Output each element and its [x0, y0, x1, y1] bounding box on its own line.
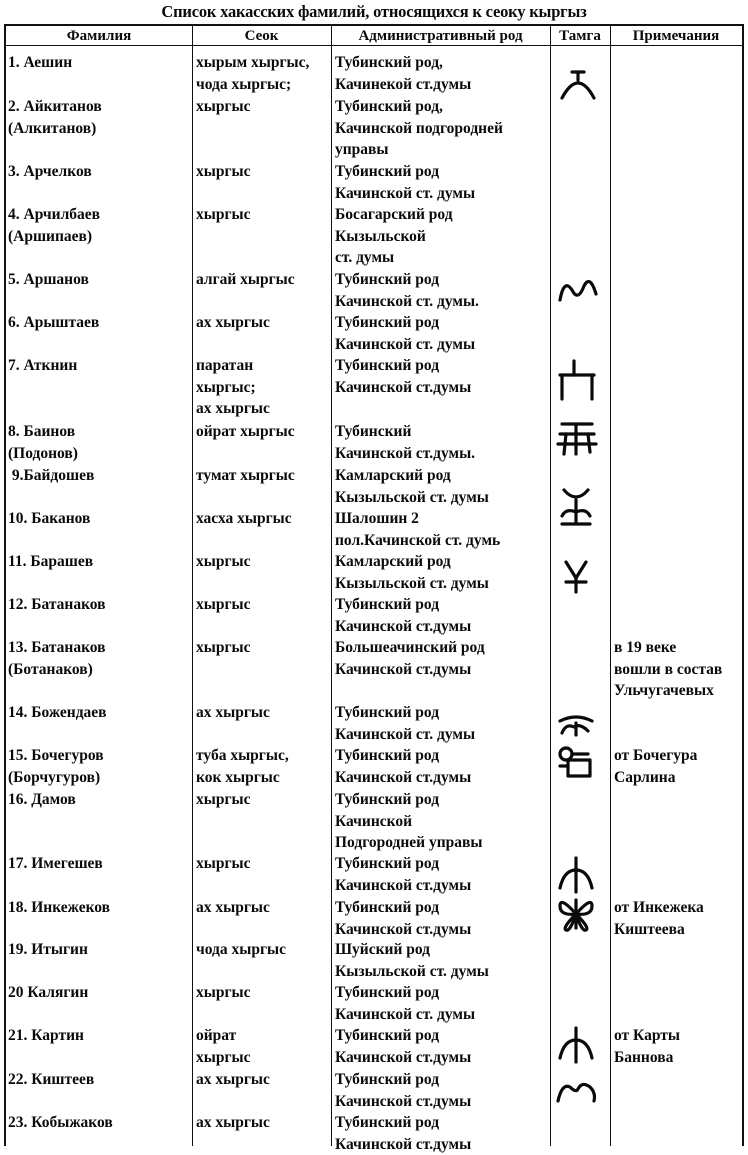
surname-cell: 15. Бочегуров (Борчугуров) [8, 747, 104, 786]
notes-cell: от Бочегура Сарлина [614, 747, 698, 786]
admin-rod-cell: Босагарский род Кызыльской ст. думы [335, 206, 453, 266]
seok-cell: туба хыргыс, кок хыргыс [196, 747, 289, 786]
seok-cell: хыргыс [196, 206, 251, 223]
tamga-loop-box-icon [554, 744, 600, 786]
admin-rod-cell: Тубинский род Качинской ст. думы. [335, 271, 479, 310]
surname-cell: 10. Баканов [8, 510, 91, 527]
admin-rod-cell: Камларский род Кызыльской ст. думы [335, 467, 489, 506]
admin-rod-cell: Тубинский род Качинской ст. думы [335, 984, 476, 1023]
admin-rod-cell: Тубинский род Качинской ст.думы [335, 899, 472, 938]
admin-rod-cell: Тубинский род Качинской ст. думы [335, 314, 476, 353]
seok-cell: тумат хыргыс [196, 467, 295, 484]
surname-cell: 14. Божендаев [8, 704, 107, 721]
surname-cell: 5. Аршанов [8, 271, 89, 288]
header-seok: Сеок [244, 28, 279, 44]
surname-cell: 8. Баинов (Подонов) [8, 423, 78, 462]
surname-cell: 7. Аткнин [8, 357, 78, 374]
surname-cell: 6. Арыштаев [8, 314, 100, 331]
tamga-wave-icon [554, 1071, 600, 1113]
surname-cell: 22. Киштеев [8, 1071, 95, 1088]
surname-cell: 13. Батанаков (Ботанаков) [8, 639, 106, 678]
surname-cell: 4. Арчилбаев (Аршипаев) [8, 206, 101, 245]
admin-rod-cell: Тубинский род Качинской ст.думы [335, 1071, 472, 1110]
admin-rod-cell: Тубинский род Качинской Подгородней управы [335, 791, 483, 851]
surname-cell: 11. Барашев [8, 553, 94, 570]
surname-cell: 2. Айкитанов (Алкитанов) [8, 98, 102, 137]
header-surname: Фамилия [66, 28, 132, 44]
seok-cell: хыргыс [196, 639, 251, 656]
seok-cell: ойрат хыргыс [196, 423, 295, 440]
seok-cell: хыргыс [196, 596, 251, 613]
surname-cell: 1. Аешин [8, 54, 73, 71]
tamga-tent-icon [554, 856, 600, 898]
admin-rod-cell: Тубинский род Качинской ст.думы [335, 855, 472, 894]
admin-rod-cell: Большеачинский род Качинской ст.думы [335, 639, 485, 678]
column-divider [610, 26, 611, 1146]
seok-cell: ах хыргыс [196, 314, 270, 331]
admin-rod-cell: Тубинский род Качинской ст.думы [335, 1027, 472, 1066]
tamga-yen-icon [554, 556, 600, 598]
surname-cell: 16. Дамов [8, 791, 76, 808]
seok-cell: хыргыс [196, 98, 251, 115]
tamga-double-arch-icon [554, 272, 600, 314]
surname-cell: 20 Калягин [8, 984, 89, 1001]
seok-cell: ах хыргыс [196, 704, 270, 721]
seok-cell: паратан хыргыс; ах хыргыс [196, 357, 270, 417]
admin-rod-cell: Тубинский род, Качинекой ст.думы [335, 54, 472, 93]
header-tamga: Тамга [559, 28, 601, 44]
seok-cell: чода хыргыс [196, 941, 287, 958]
tamga-butterfly-icon [554, 894, 600, 936]
admin-rod-cell: Тубинский род Качинской ст.думы [335, 357, 472, 396]
admin-rod-cell: Тубинский род Качинской ст.думы [335, 596, 472, 635]
seok-cell: ах хыргыс [196, 1071, 270, 1088]
admin-rod-cell: Тубинский род Качинской ст.думы [335, 747, 472, 786]
surname-cell: 9.Байдошев [8, 467, 95, 484]
notes-cell: в 19 веке вошли в состав Ульчугачевых [614, 639, 723, 699]
seok-cell: хыргыс [196, 163, 251, 180]
admin-rod-cell: Тубинский род, Качинской подгородней управы [335, 98, 503, 158]
tamga-arch-icon [554, 66, 600, 108]
admin-rod-cell: Тубинский род Качинской ст. думы [335, 704, 476, 743]
admin-rod-cell: Тубинский род Качинской ст. думы [335, 163, 476, 202]
surname-cell: 3. Арчелков [8, 163, 92, 180]
surname-cell: 19. Итыгин [8, 941, 88, 958]
surname-cell: 18. Инкежеков [8, 899, 111, 916]
document-title: Список хакасских фамилий, относящихся к сеоку кыргыз [161, 2, 587, 21]
surnames-table [4, 24, 744, 1153]
admin-rod-cell: Шалошин 2 пол.Качинской ст. думь [335, 510, 501, 549]
column-divider [192, 26, 193, 1146]
column-divider [331, 26, 332, 1146]
notes-cell: от Инкежека Киштеева [614, 899, 704, 938]
tamga-tent-icon [554, 1026, 600, 1068]
seok-cell: алгай хыргыс [196, 271, 295, 288]
admin-rod-cell: Шуйский род Кызыльской ст. думы [335, 941, 489, 980]
surname-cell: 12. Батанаков [8, 596, 106, 613]
seok-cell: хыргыс [196, 553, 251, 570]
admin-rod-cell: Тубинский род Качинской ст.думы [335, 1114, 472, 1153]
tamga-gate-icon [554, 359, 600, 401]
surname-cell: 23. Кобыжаков [8, 1114, 113, 1131]
notes-cell: от Карты Баннова [614, 1027, 680, 1066]
seok-cell: хыргыс [196, 984, 251, 1001]
seok-cell: ойрат хыргыс [196, 1027, 251, 1066]
seok-cell: хыргыс [196, 791, 251, 808]
seok-cell: ах хыргыс [196, 1114, 270, 1131]
admin-rod-cell: Камларский род Кызыльской ст. думы [335, 553, 489, 592]
seok-cell: ах хыргыс [196, 899, 270, 916]
seok-cell: хасха хыргыс [196, 510, 292, 527]
seok-cell: хыргыс [196, 855, 251, 872]
seok-cell: хырым хыргыс, чода хыргыс; [196, 54, 310, 93]
header-admin-rod: Административный род [358, 28, 523, 44]
surname-cell: 17. Имегешев [8, 855, 103, 872]
admin-rod-cell: Тубинский Качинской ст.думы. [335, 423, 476, 462]
tamga-forked-icon [554, 486, 600, 528]
surname-cell: 21. Картин [8, 1027, 84, 1044]
column-divider [550, 26, 551, 1146]
header-notes: Примечания [632, 28, 720, 44]
tamga-crossed-gate-icon [554, 418, 600, 460]
header-divider [6, 45, 742, 46]
